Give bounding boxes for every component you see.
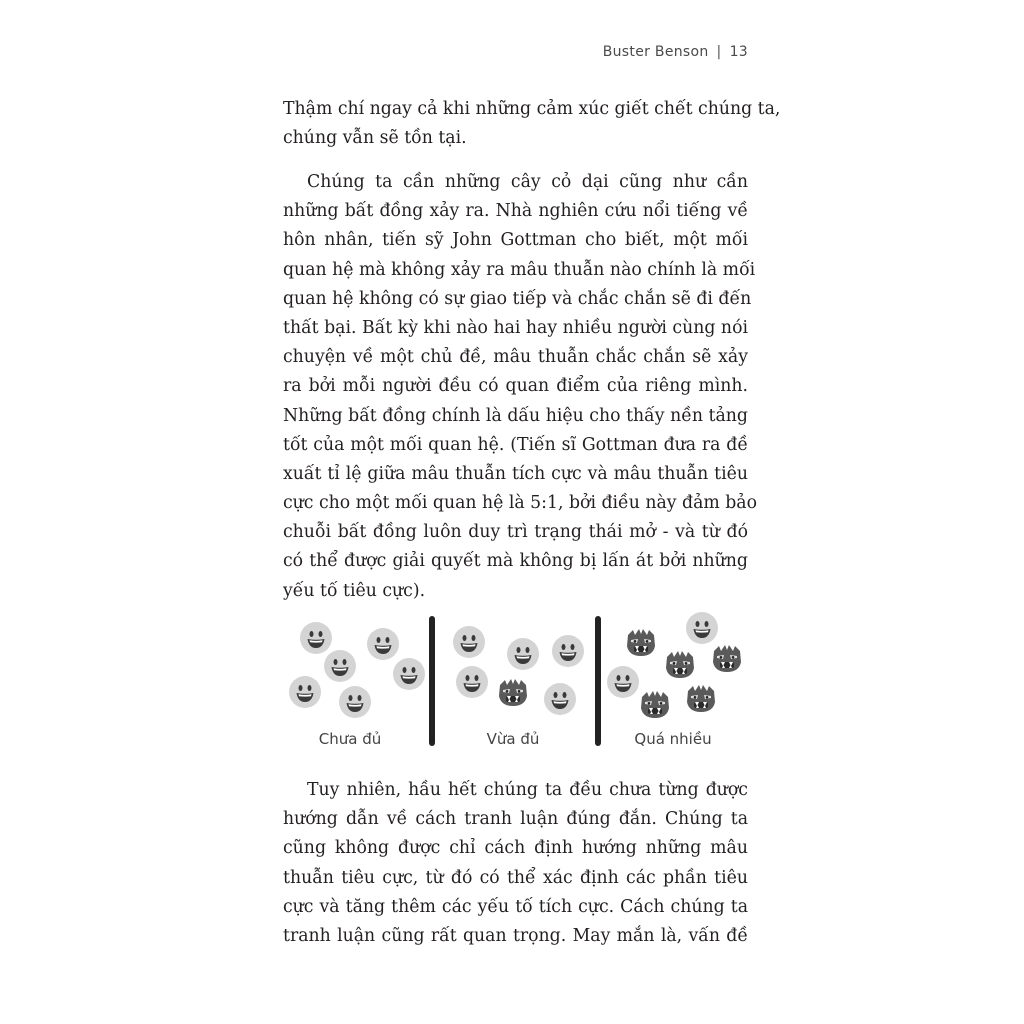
smiley-face-icon bbox=[393, 658, 425, 690]
smiley-face-icon bbox=[339, 686, 371, 718]
text-line: Thậm chí ngay cả khi những cảm xúc giết chết chúng ta, bbox=[283, 99, 781, 119]
paragraph-2 bbox=[283, 168, 758, 606]
ogre-face-icon bbox=[685, 682, 717, 714]
text-line: quan hệ không có sự giao tiếp và chắc chắn sẽ đi đến bbox=[283, 288, 752, 309]
text-line: tốt của một mối quan hệ. (Tiến sĩ Gottman đưa ra đề bbox=[283, 434, 748, 455]
smiley-face-icon bbox=[507, 638, 539, 670]
smiley-face-icon bbox=[552, 635, 584, 667]
smiley-face-icon bbox=[324, 650, 356, 682]
header-separator: | bbox=[716, 44, 722, 60]
ogre-face-icon bbox=[664, 648, 696, 680]
caption-just-enough: Vừa đủ bbox=[486, 730, 540, 748]
text-line: chuỗi bất đồng luôn duy trì trạng thái mở - và từ đó bbox=[283, 522, 748, 543]
group-divider bbox=[595, 616, 601, 746]
ogre-face-icon bbox=[639, 688, 671, 720]
running-header bbox=[603, 44, 748, 60]
smiley-face-icon bbox=[544, 683, 576, 715]
text-line: chúng vẫn sẽ tồn tại. bbox=[283, 128, 467, 149]
text-line: cũng không được chỉ cách định hướng những mâu bbox=[283, 838, 748, 859]
smiley-face-icon bbox=[367, 628, 399, 660]
text-line: Chúng ta cần những cây cỏ dại cũng như cần bbox=[307, 172, 748, 192]
smiley-face-icon bbox=[686, 612, 718, 644]
text-line: cực và tăng thêm các yếu tố tích cực. Cách chúng ta bbox=[283, 896, 748, 917]
text-line: yếu tố tiêu cực). bbox=[283, 580, 426, 601]
text-line: Những bất đồng chính là dấu hiệu cho thấy nền tảng bbox=[283, 405, 748, 426]
smiley-face-icon bbox=[456, 666, 488, 698]
text-line: những bất đồng xảy ra. Nhà nghiên cứu nổi tiếng về bbox=[283, 201, 748, 222]
ogre-face-icon bbox=[497, 676, 529, 708]
text-line: quan hệ mà không xảy ra mâu thuẫn nào chính là mối bbox=[283, 259, 756, 280]
text-line: Tuy nhiên, hầu hết chúng ta đều chưa từng được bbox=[307, 780, 748, 800]
text-line: thất bại. Bất kỳ khi nào hai hay nhiều người cùng nói bbox=[283, 317, 748, 338]
group-divider bbox=[429, 616, 435, 746]
page-number: 13 bbox=[729, 44, 748, 60]
smiley-face-icon bbox=[289, 676, 321, 708]
author-name: Buster Benson bbox=[602, 44, 709, 60]
smiley-face-icon bbox=[607, 666, 639, 698]
text-line: hướng dẫn về cách tranh luận đúng đắn. Chúng ta bbox=[283, 809, 748, 830]
paragraph-3 bbox=[283, 776, 748, 951]
text-line: hôn nhân, tiến sỹ John Gottman cho biết, một mối bbox=[283, 230, 748, 251]
text-line: tranh luận cũng rất quan trọng. May mắn là, vấn đề bbox=[283, 925, 748, 946]
caption-too-many: Quá nhiều bbox=[634, 730, 712, 748]
ogre-face-icon bbox=[711, 642, 743, 674]
text-line: cực cho một mối quan hệ là 5:1, bởi điều này đảm bảo bbox=[283, 493, 758, 514]
text-line: ra bởi mỗi người đều có quan điểm của riêng mình. bbox=[283, 376, 748, 397]
paragraph-1 bbox=[283, 95, 781, 153]
text-line: xuất tỉ lệ giữa mâu thuẫn tích cực và mâu thuẫn tiêu bbox=[283, 463, 748, 484]
smiley-face-icon bbox=[453, 626, 485, 658]
conflict-balance-figure bbox=[283, 606, 753, 756]
text-line: có thể được giải quyết mà không bị lấn át bởi những bbox=[283, 551, 748, 572]
text-line: thuẫn tiêu cực, từ đó có thể xác định các phần tiêu bbox=[283, 867, 748, 888]
ogre-face-icon bbox=[625, 626, 657, 658]
text-line: chuyện về một chủ đề, mâu thuẫn chắc chắn sẽ xảy bbox=[283, 347, 748, 368]
caption-not-enough: Chưa đủ bbox=[318, 730, 382, 748]
